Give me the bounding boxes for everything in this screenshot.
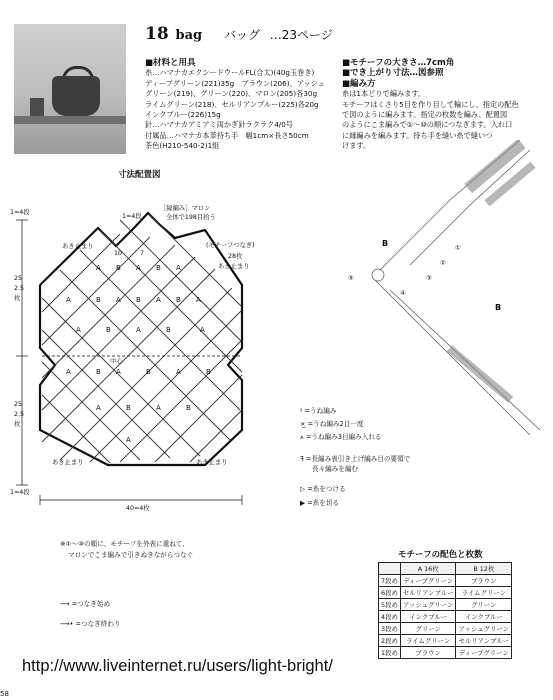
- edging-label: ［縁編み］マロン: [160, 205, 211, 212]
- materials-line: ディープグリーン(221)35g ブラウン(206)、アッシュ: [145, 78, 325, 88]
- col-header-a: A 16枚: [400, 563, 456, 575]
- table-row: 6段め セルリアンブルー ライムグリーン: [379, 587, 512, 599]
- join-end-icon: ⟶•: [60, 620, 74, 628]
- method-line: モチーフはくさり5目を作り目して輪にし、指定の配色: [342, 99, 519, 109]
- stop-mark: あき止まり: [62, 243, 94, 250]
- source-url[interactable]: http://www.liveinternet.ru/users/light-bright/: [22, 657, 333, 675]
- cell-label: B: [166, 326, 171, 334]
- legend-item: ⩚ =うね編み3目編み入れる: [300, 433, 382, 441]
- method-line: 糸は1本どりで編みます。: [342, 89, 426, 99]
- legend-item-cont: 長々編みを編む: [312, 465, 359, 473]
- materials-line: インクブルー(226)15g: [145, 109, 221, 119]
- color-table: [378, 562, 512, 659]
- cell-label: B: [206, 368, 211, 376]
- height-bottom-unit: 枚: [14, 421, 21, 428]
- chart-label-b: B: [495, 303, 502, 312]
- cell-label: A: [126, 436, 131, 444]
- materials-line: 針…ハマナカアミアミ両かぎ針ラクラク4/0号: [145, 120, 293, 130]
- chart-label-b: B: [382, 239, 389, 248]
- color-table-title: モチーフの配色と枚数: [398, 550, 483, 560]
- cell-label: B: [126, 404, 131, 412]
- height-bottom: 25: [14, 401, 23, 408]
- post-stitch-icon: ꟻ: [300, 455, 304, 463]
- height-top-unit: 枚: [14, 295, 21, 302]
- rows-top: 1=4段: [10, 209, 30, 216]
- legend-join-start: ⟶ =つなぎ始め: [60, 600, 111, 608]
- cell-label: A: [136, 264, 141, 272]
- cell-label: A: [156, 296, 161, 304]
- cell-label: B: [96, 368, 101, 376]
- diagram-title: 寸法配置図: [118, 170, 161, 180]
- height-top: 25: [14, 275, 23, 282]
- sheets-label: 28枚: [228, 253, 243, 260]
- cell-label: B: [146, 368, 151, 376]
- rows-bottom: 1=4段: [10, 489, 30, 496]
- legend-item: ᵡ =うね編み: [300, 407, 337, 415]
- cell-label: A: [196, 296, 201, 304]
- method-line: で図のように編みます。指定の枚数を編み、配置図: [342, 109, 508, 119]
- ridge-stitch-icon: ᵡ: [300, 407, 303, 415]
- chart-row: ④: [400, 289, 406, 297]
- stitch-chart: [330, 140, 553, 440]
- stop-mark: あき止まり: [196, 459, 228, 466]
- cell-label: A: [96, 404, 101, 412]
- height-top-sub: 2.5: [14, 285, 25, 292]
- method-block: [342, 58, 519, 152]
- ridge-inc-icon: ⩚: [300, 433, 304, 441]
- legend-item: ▶ =糸を切る: [300, 499, 340, 507]
- ridge-dec-icon: ⨯̲: [300, 420, 306, 428]
- bag-photo: [14, 24, 126, 154]
- materials-line: 茶色(H210-540-2)1組: [145, 141, 220, 151]
- table-row: 3段め グリーン アッシュグリーン: [379, 623, 512, 635]
- dim-seven: 7: [140, 250, 145, 257]
- motif-size: ■モチーフの大きさ…7cm角: [342, 58, 455, 68]
- cell-label: A: [200, 326, 205, 334]
- cell-label: A: [156, 404, 161, 412]
- table-row: 5段め アッシュグリーン グリーン: [379, 599, 512, 611]
- cell-label: A: [96, 264, 101, 272]
- legend-item: ꟻ =長編み表引き上げ編み目の要領で: [300, 455, 411, 463]
- page-title: [145, 24, 333, 44]
- title-word: bag: [175, 28, 203, 43]
- materials-heading: ■材料と用具: [145, 58, 196, 68]
- edging-count: 全体で198目拾う: [166, 214, 216, 221]
- join-note-1: ※①～⑩の順に、モチーフを外表に重ねて、: [60, 540, 189, 548]
- chart-row: ③: [426, 274, 432, 282]
- legend-item: ⨯̲ =うね編み2目一度: [300, 420, 364, 428]
- page-number: 58: [0, 690, 9, 698]
- cell-label: B: [96, 296, 101, 304]
- stop-mark: あき止まり: [218, 263, 250, 270]
- materials-line: グリーン(219)、グリーン(220)、マロン(205)各30g: [145, 89, 318, 99]
- motif-join-label: (モチーフつなぎ): [206, 242, 255, 249]
- cell-label: A: [116, 368, 121, 376]
- cell-label: B: [116, 264, 121, 272]
- legend-join-end: ⟶• =つなぎ終わり: [60, 620, 121, 628]
- table-row: 2段め ライムグリーン セルリアンブルー: [379, 635, 512, 647]
- title-number: 18: [145, 24, 169, 44]
- dim-ten: 10: [114, 250, 123, 257]
- cell-label: B: [186, 404, 191, 412]
- height-bottom-sub: 2.5: [14, 411, 25, 418]
- title-jp: バッグ: [223, 28, 260, 42]
- materials-line: ライムグリーン(218)、セルリアンブルー(225)各20g: [145, 99, 319, 109]
- cell-label: A: [76, 326, 81, 334]
- materials-line: 糸…ハマナカエクシードウールFL(合太)(40g玉巻き): [145, 68, 315, 78]
- method-line: に縁編みを編みます。持ち手を縫い糸で縫いつ: [342, 130, 493, 140]
- cell-label: B: [136, 296, 141, 304]
- cut-yarn-icon: ▶: [300, 499, 306, 507]
- cell-label: B: [106, 326, 111, 334]
- centre-label: 中心: [110, 358, 123, 365]
- cell-letters: [66, 264, 211, 444]
- attach-yarn-icon: ▷: [300, 485, 306, 493]
- method-line: のようにこま編みで①～⑩の順につなぎます。入れ口: [342, 120, 513, 130]
- cell-label: A: [176, 368, 181, 376]
- cell-label: A: [66, 368, 71, 376]
- chart-row: ⑤: [348, 274, 354, 282]
- stop-mark: あき止まり: [52, 459, 84, 466]
- finished-size: ■でき上がり寸法…図参照: [342, 68, 444, 79]
- table-row: 7段め ディープグリーン ブラウン: [379, 575, 512, 587]
- chart-row: ②: [440, 259, 446, 267]
- layout-diagram: [0, 180, 303, 520]
- chart-row: ①: [455, 244, 461, 252]
- materials-line: 付属品…ハマナカ本革持ち手 幅1cm×長さ50cm: [145, 130, 309, 140]
- col-header-b: B 12枚: [456, 563, 512, 575]
- cell-label: A: [116, 296, 121, 304]
- method-heading: ■編み方: [342, 78, 376, 89]
- table-row: 4段め インクブルー インクブルー: [379, 611, 512, 623]
- title-page-ref: …23ページ: [269, 28, 333, 42]
- cell-label: A: [66, 296, 71, 304]
- symbol-legend: [300, 405, 410, 511]
- cell-label: A: [136, 326, 141, 334]
- method-line: けます。: [342, 141, 371, 151]
- width-label: 40=4枚: [126, 505, 150, 512]
- join-note-2: マロンでこま編みで引きぬきながらつなぐ: [68, 551, 194, 559]
- join-start-icon: ⟶: [60, 600, 70, 608]
- cell-label: B: [176, 296, 181, 304]
- cell-label: B: [156, 264, 161, 272]
- legend-item: ▷ =糸をつける: [300, 485, 346, 493]
- rows-inner: 1=4段: [122, 213, 142, 220]
- materials-block: [145, 58, 325, 152]
- cell-label: A: [176, 264, 181, 272]
- table-row: 1段め ブラウン ディープグリーン: [379, 647, 512, 659]
